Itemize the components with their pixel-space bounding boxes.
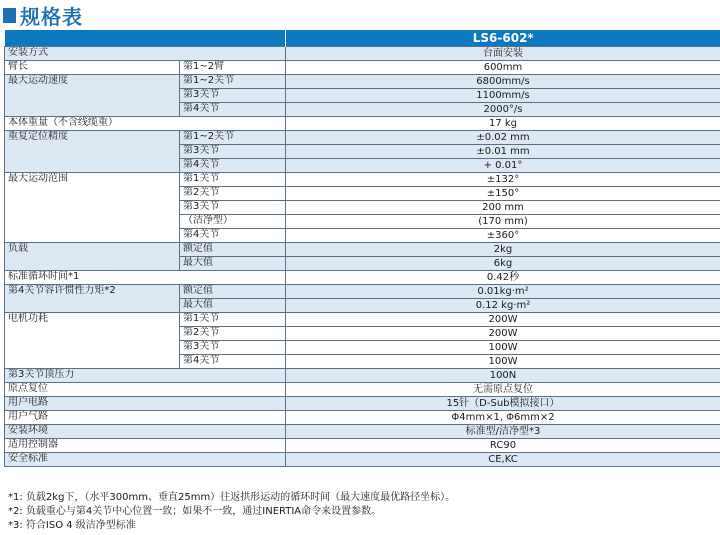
spec-item-label: 第4关节容许惯性力矩*2	[5, 285, 180, 313]
spec-sub-label: 第3关节	[180, 341, 286, 355]
spec-value: 200W	[286, 313, 720, 327]
spec-value: 100W	[286, 341, 720, 355]
table-row	[5, 61, 720, 75]
spec-value: ±150°	[286, 187, 720, 201]
spec-sub-label: 第4关节	[180, 103, 286, 117]
title-square-icon	[3, 8, 16, 23]
spec-value: (170 mm)	[286, 215, 720, 229]
spec-value: 17 kg	[286, 117, 720, 131]
spec-item-label: 第3关节顶压力	[5, 369, 286, 383]
table-row	[5, 439, 720, 453]
spec-value: ±0.02 mm	[286, 131, 720, 145]
spec-sub-label: 第3关节	[180, 89, 286, 103]
spec-item-label: 安装方式	[5, 47, 286, 61]
spec-value: 15针（D-Sub模拟接口）	[286, 397, 720, 411]
table-row	[5, 425, 720, 439]
spec-sub-label: 第4关节	[180, 229, 286, 243]
spec-sub-label: 第1关节	[180, 313, 286, 327]
table-row	[5, 453, 720, 467]
spec-sub-label: 第1~2臂	[180, 61, 286, 75]
spec-sub-label: 额定值	[180, 243, 286, 257]
footnote-3: *3: 符合ISO 4 级洁净型标准	[8, 520, 136, 531]
spec-sub-label: 最大值	[180, 299, 286, 313]
spec-item-label: 最大运动速度	[5, 75, 180, 117]
spec-value: 0.42秒	[286, 271, 720, 285]
page-title: 规格表	[20, 4, 83, 29]
table-row	[5, 369, 720, 383]
spec-value: 1100mm/s	[286, 89, 720, 103]
spec-value: ±132°	[286, 173, 720, 187]
spec-item-label: 用户电路	[5, 397, 286, 411]
spec-item-label: 安全标准	[5, 453, 286, 467]
table-row	[5, 75, 720, 89]
table-row	[5, 173, 720, 187]
spec-value: 2kg	[286, 243, 720, 257]
table-row	[5, 47, 720, 61]
table-row	[5, 313, 720, 327]
spec-item-label: 最大运动范围	[5, 173, 180, 243]
spec-sub-label: 第2关节	[180, 327, 286, 341]
table-row	[5, 271, 720, 285]
header-blank-cell	[5, 30, 286, 47]
spec-sub-label: 第1~2关节	[180, 75, 286, 89]
spec-value: RC90	[286, 439, 720, 453]
spec-value: + 0.01°	[286, 159, 720, 173]
table-row	[5, 285, 720, 299]
spec-value: 台面安装	[286, 47, 720, 61]
spec-value: Φ4mm×1, Φ6mm×2	[286, 411, 720, 425]
footnote-1: *1: 负载2kg下，（水平300mm、垂直25mm）往返拱形运动的循环时间（最大速度最优路径坐标）。	[8, 492, 456, 503]
spec-sub-label: 第4关节	[180, 159, 286, 173]
spec-sub-label: 第3关节	[180, 145, 286, 159]
spec-sub-label: 第4关节	[180, 355, 286, 369]
table-row	[5, 117, 720, 131]
table-row	[5, 383, 720, 397]
spec-sub-label: 第1~2关节	[180, 131, 286, 145]
footnote-2: *2: 负载重心与第4关节中心位置一致；如果不一致，通过INERTIA命令来设置参数。	[8, 506, 382, 517]
spec-item-label: 电机功耗	[5, 313, 180, 369]
spec-item-label: 安装环境	[5, 425, 286, 439]
spec-sub-label: （洁净型）	[180, 215, 286, 229]
table-row	[5, 397, 720, 411]
footnotes	[8, 491, 455, 533]
spec-table	[4, 30, 720, 467]
model-name: LS6-602*	[286, 30, 720, 47]
table-header-row	[5, 30, 720, 47]
spec-value: 6kg	[286, 257, 720, 271]
spec-value: 0.12 kg·m²	[286, 299, 720, 313]
table-row	[5, 131, 720, 145]
spec-value: 600mm	[286, 61, 720, 75]
spec-value: CE,KC	[286, 453, 720, 467]
spec-item-label: 负载	[5, 243, 180, 271]
title-bar	[3, 2, 83, 28]
spec-sub-label: 最大值	[180, 257, 286, 271]
spec-sub-label: 额定值	[180, 285, 286, 299]
spec-item-label: 标准循环时间*1	[5, 271, 286, 285]
spec-value: 0.01kg·m²	[286, 285, 720, 299]
table-row	[5, 243, 720, 257]
spec-sub-label: 第2关节	[180, 187, 286, 201]
spec-item-label: 本体重量（不含线缆重）	[5, 117, 286, 131]
table-row	[5, 411, 720, 425]
spec-value: ±360°	[286, 229, 720, 243]
spec-value: ±0.01 mm	[286, 145, 720, 159]
spec-sub-label: 第3关节	[180, 201, 286, 215]
spec-item-label: 适用控制器	[5, 439, 286, 453]
spec-value: 6800mm/s	[286, 75, 720, 89]
spec-item-label: 重复定位精度	[5, 131, 180, 173]
spec-item-label: 用户气路	[5, 411, 286, 425]
spec-value: 无需原点复位	[286, 383, 720, 397]
spec-value: 200 mm	[286, 201, 720, 215]
spec-value: 2000°/s	[286, 103, 720, 117]
spec-value: 标准型/洁净型*3	[286, 425, 720, 439]
spec-item-label: 臂长	[5, 61, 180, 75]
spec-value: 100N	[286, 369, 720, 383]
spec-value: 100W	[286, 355, 720, 369]
spec-item-label: 原点复位	[5, 383, 286, 397]
spec-value: 200W	[286, 327, 720, 341]
spec-sub-label: 第1关节	[180, 173, 286, 187]
